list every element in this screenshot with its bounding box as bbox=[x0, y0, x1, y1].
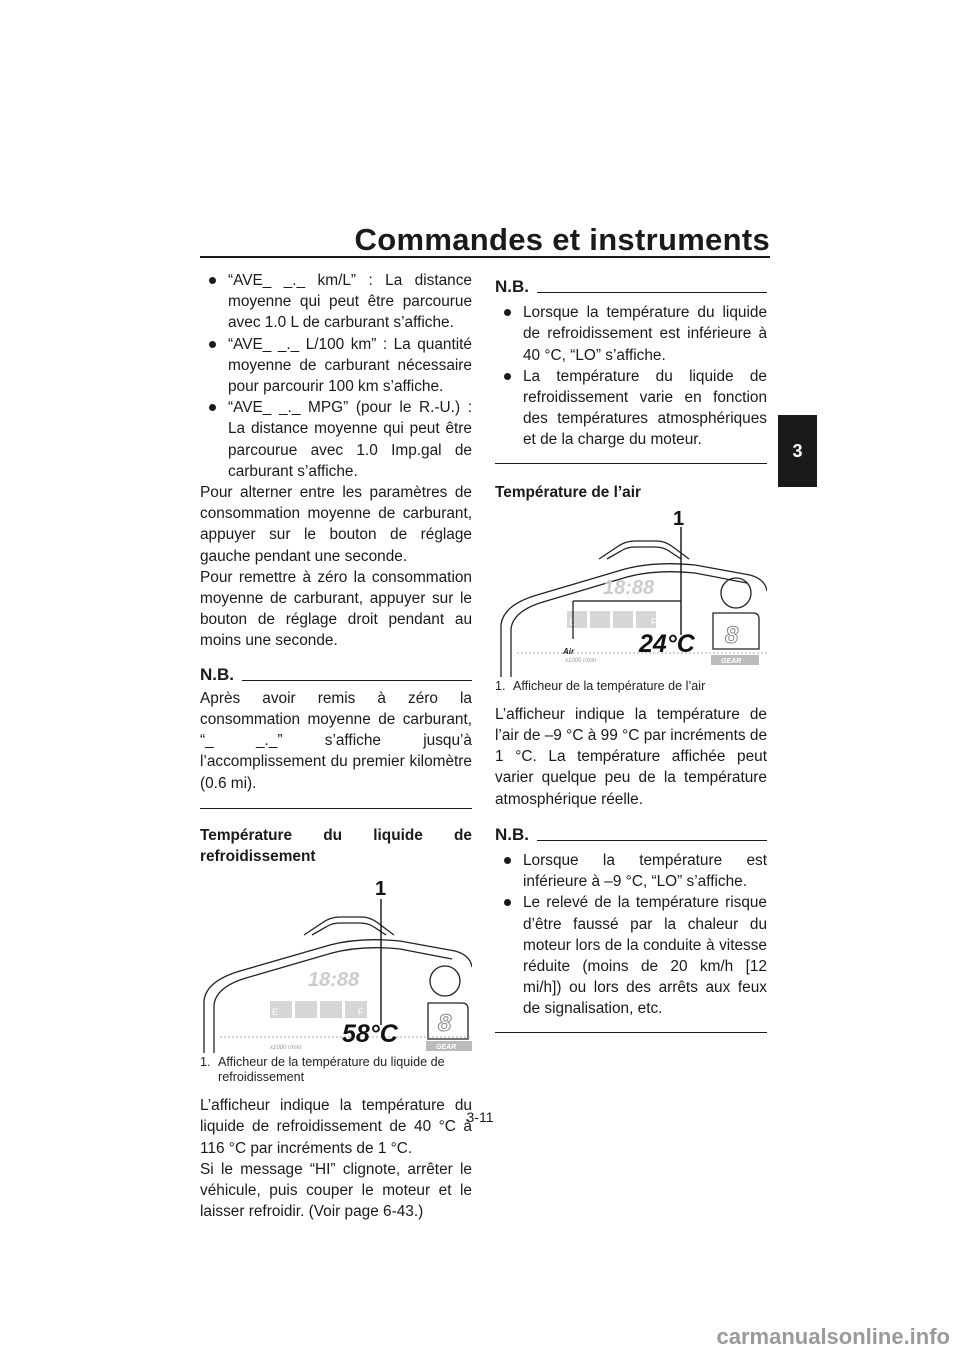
section-tab: 3 bbox=[778, 415, 817, 487]
title-rule bbox=[200, 256, 770, 258]
fuel-f-label: F bbox=[651, 616, 657, 627]
coolant-figure bbox=[200, 877, 472, 1053]
gear-digit: 8 bbox=[438, 1010, 452, 1038]
page-title: Commandes et instruments bbox=[354, 222, 770, 257]
page-number: 3-11 bbox=[466, 1109, 494, 1125]
clock-display: 18:88 bbox=[603, 576, 655, 599]
caption-text: Afficheur de la température du liquide de refroidissement bbox=[218, 1055, 445, 1085]
right-column bbox=[495, 276, 767, 1033]
callout-number: 1 bbox=[375, 878, 387, 901]
left-column bbox=[200, 270, 472, 1223]
nb-box bbox=[495, 297, 767, 463]
rpm-label: x1000 r/min bbox=[270, 1045, 302, 1052]
instrument-cluster-illustration bbox=[200, 877, 472, 1053]
fuel-f-label: F bbox=[358, 1007, 364, 1018]
gear-label: GEAR bbox=[436, 1044, 457, 1052]
clock-display: 18:88 bbox=[308, 969, 360, 992]
section-heading: Température du liquide de refroidissement bbox=[200, 826, 472, 866]
nb-bullet: La température du liquide de refroidissement varie en fonction des températures atmosphériques et de la charge du moteur. bbox=[495, 366, 767, 451]
nb-bullet: Lorsque la température du liquide de refroidissement est inférieure à 40 °C, “LO” s’affiche. bbox=[495, 302, 767, 366]
nb-text: Après avoir remis à zéro la consommation moyenne de carburant, “_ _._” s’affiche jusqu’à l’accomplissement du premier kilomètre (0.6 mi). bbox=[200, 689, 472, 792]
paragraph: Si le message “HI” clignote, arrêter le véhicule, puis couper le moteur et le laisser refroidir. (Voir page 6-43.) bbox=[200, 1160, 472, 1221]
bullet-item: “AVE_ _._ km/L” : La distance moyenne qui peut être parcourue avec 1.0 L de carburant s’affiche. bbox=[200, 270, 472, 334]
nb-header bbox=[200, 664, 472, 685]
section-heading: Température de l’air bbox=[495, 483, 641, 501]
nb-bullet: Le relevé de la température risque d’être faussé par la chaleur du moteur lors de la conduite à vitesse réduite (moins de 20 km/h [12 mi/h]) ou lors des arrêts aux feux de signalisation, etc. bbox=[495, 892, 767, 1019]
nb-label: N.B. bbox=[495, 277, 529, 296]
air-label: Air bbox=[563, 646, 575, 656]
caption-text: Afficheur de la température de l’air bbox=[513, 678, 706, 693]
instrument-cluster-illustration bbox=[495, 507, 767, 677]
paragraph: Pour remettre à zéro la consommation moyenne de carburant, appuyer sur le bouton de réglage droit pendant au moins une seconde. bbox=[200, 568, 472, 650]
bullet-item: “AVE_ _._ L/100 km” : La quantité moyenne de carburant nécessaire pour parcourir 100 km s’affiche. bbox=[200, 334, 472, 398]
coolant-temp-readout: 58°C bbox=[342, 1020, 398, 1049]
paragraph: L’afficheur indique la température de l’air de –9 °C à 99 °C par incréments de 1 °C. La température affichée peut varier quelque peu de la température atmosphérique réelle. bbox=[495, 705, 767, 808]
gear-label: GEAR bbox=[721, 657, 742, 665]
callout-number: 1 bbox=[673, 507, 685, 530]
paragraph: Pour alterner entre les paramètres de consommation moyenne de carburant, appuyer sur le bouton de réglage gauche pendant une seconde. bbox=[200, 484, 472, 565]
figure-caption bbox=[495, 679, 767, 694]
nb-box bbox=[200, 685, 472, 809]
air-temp-figure bbox=[495, 507, 767, 677]
bullet-item: “AVE_ _._ MPG” (pour le R.-U.) : La distance moyenne qui peut être parcourue avec 1.0 Imp.gal de carburant s’affiche. bbox=[200, 397, 472, 482]
nb-header bbox=[495, 276, 767, 297]
nb-box bbox=[495, 845, 767, 1033]
nb-bullet: Lorsque la température est inférieure à –9 °C, “LO” s’affiche. bbox=[495, 850, 767, 892]
gear-digit: 8 bbox=[725, 621, 739, 649]
caption-number: 1. bbox=[495, 678, 506, 693]
air-temp-readout: 24°C bbox=[639, 629, 695, 658]
watermark: carmanualsonline.info bbox=[716, 1324, 950, 1349]
fuel-e-label: E bbox=[569, 616, 576, 627]
figure-caption bbox=[200, 1055, 472, 1085]
nb-header bbox=[495, 824, 767, 845]
nb-label: N.B. bbox=[495, 824, 529, 844]
caption-number: 1. bbox=[200, 1055, 211, 1070]
fuel-e-label: E bbox=[272, 1007, 279, 1018]
nb-label: N.B. bbox=[200, 664, 234, 684]
paragraph: L’afficheur indique la température du liquide de refroidissement de 40 °C à 116 °C par incréments de 1 °C. bbox=[200, 1097, 472, 1157]
rpm-label: x1000 r/min bbox=[565, 657, 597, 664]
